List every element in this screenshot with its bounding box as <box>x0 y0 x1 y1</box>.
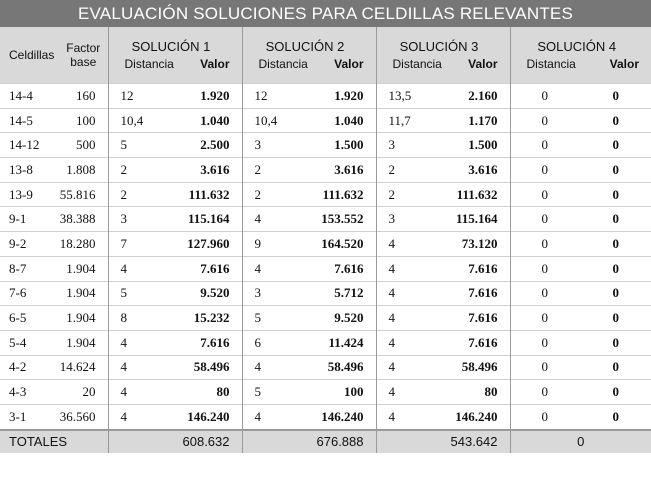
sol1-valor-cell: 3.616 <box>175 158 242 183</box>
sol1-valor-cell: 146.240 <box>175 404 242 429</box>
sol4-valor-cell: 0 <box>579 158 651 183</box>
sol2-valor-cell: 58.496 <box>309 355 376 380</box>
sol1-distancia-cell: 2 <box>108 158 175 183</box>
col-header-solucion-1 <box>109 27 242 83</box>
table-row <box>0 158 651 183</box>
sol1-valor-cell: 115.164 <box>175 207 242 232</box>
factor-base-cell: 38.388 <box>59 207 108 232</box>
celdilla-cell: 7-6 <box>0 281 59 306</box>
sol3-valor-cell: 1.500 <box>443 133 510 158</box>
sol2-valor-cell: 111.632 <box>309 182 376 207</box>
solution-title: SOLUCIÓN 3 <box>399 39 479 54</box>
sol1-distancia-cell: 5 <box>108 133 175 158</box>
totals-row <box>0 430 651 453</box>
distancia-label: Distancia <box>258 57 308 71</box>
valor-label: Valor <box>200 57 230 71</box>
sol1-valor-cell: 7.616 <box>175 330 242 355</box>
sol4-valor-cell: 0 <box>579 256 651 281</box>
sol3-distancia-cell: 4 <box>376 232 443 257</box>
sol1-distancia-cell: 4 <box>108 330 175 355</box>
sol1-distancia-cell: 10,4 <box>108 108 175 133</box>
sol3-distancia-cell: 4 <box>376 380 443 405</box>
sol2-valor-cell: 3.616 <box>309 158 376 183</box>
sol1-distancia-cell: 4 <box>108 355 175 380</box>
sol1-valor-cell: 111.632 <box>175 182 242 207</box>
sol3-distancia-cell: 4 <box>376 306 443 331</box>
valor-label: Valor <box>468 57 498 71</box>
sol2-distancia-cell: 3 <box>242 133 309 158</box>
sol1-distancia-cell: 4 <box>108 256 175 281</box>
sol4-valor-cell: 0 <box>579 133 651 158</box>
sol3-distancia-cell: 2 <box>376 182 443 207</box>
sol3-distancia-cell: 4 <box>376 355 443 380</box>
sol2-valor-cell: 153.552 <box>309 207 376 232</box>
sol3-distancia-cell: 11,7 <box>376 108 443 133</box>
celdilla-cell: 8-7 <box>0 256 59 281</box>
celdilla-cell: 14-4 <box>0 84 59 109</box>
sol4-valor-cell: 0 <box>579 404 651 429</box>
table-row <box>0 232 651 257</box>
table-row <box>0 84 651 109</box>
sol2-valor-cell: 164.520 <box>309 232 376 257</box>
sol4-distancia-cell: 0 <box>510 330 579 355</box>
factor-base-cell: 18.280 <box>59 232 108 257</box>
celdilla-cell: 13-8 <box>0 158 59 183</box>
solution-title: SOLUCIÓN 2 <box>265 39 345 54</box>
distancia-label: Distancia <box>526 57 576 71</box>
sol1-valor-cell: 9.520 <box>175 281 242 306</box>
sol2-valor-cell: 9.520 <box>309 306 376 331</box>
sol4-distancia-cell: 0 <box>510 133 579 158</box>
sol3-distancia-cell: 4 <box>376 330 443 355</box>
sol3-valor-cell: 7.616 <box>443 306 510 331</box>
sol4-distancia-cell: 0 <box>510 158 579 183</box>
sol4-distancia-cell: 0 <box>510 84 579 109</box>
sol3-valor-cell: 115.164 <box>443 207 510 232</box>
valor-label: Valor <box>334 57 364 71</box>
sol2-distancia-cell: 4 <box>242 355 309 380</box>
celdilla-cell: 4-2 <box>0 355 59 380</box>
sol4-valor-cell: 0 <box>579 232 651 257</box>
distancia-label: Distancia <box>124 57 174 71</box>
sol3-distancia-cell: 4 <box>376 404 443 429</box>
sol3-distancia-cell: 3 <box>376 207 443 232</box>
col-header-celdillas: Celdillas <box>9 48 55 62</box>
factor-base-cell: 500 <box>59 133 108 158</box>
celdilla-cell: 6-5 <box>0 306 59 331</box>
sol3-distancia-cell: 2 <box>376 158 443 183</box>
table-row <box>0 380 651 405</box>
sol4-distancia-cell: 0 <box>510 404 579 429</box>
sol2-distancia-cell: 12 <box>242 84 309 109</box>
sol1-valor-cell: 127.960 <box>175 232 242 257</box>
sol2-distancia-cell: 4 <box>242 404 309 429</box>
col-header-solucion-2 <box>243 27 376 83</box>
factor-base-cell: 1.904 <box>59 330 108 355</box>
factor-base-cell: 1.904 <box>59 281 108 306</box>
factor-base-cell: 1.808 <box>59 158 108 183</box>
total-solucion-3: 543.642 <box>376 430 510 453</box>
sol1-valor-cell: 1.040 <box>175 108 242 133</box>
sol4-valor-cell: 0 <box>579 330 651 355</box>
table-row <box>0 330 651 355</box>
sol2-valor-cell: 1.920 <box>309 84 376 109</box>
sol1-valor-cell: 80 <box>175 380 242 405</box>
sol4-distancia-cell: 0 <box>510 182 579 207</box>
sol3-valor-cell: 73.120 <box>443 232 510 257</box>
table-row <box>0 355 651 380</box>
sol2-distancia-cell: 2 <box>242 182 309 207</box>
factor-base-cell: 160 <box>59 84 108 109</box>
sol4-valor-cell: 0 <box>579 306 651 331</box>
celdilla-cell: 14-12 <box>0 133 59 158</box>
sol2-valor-cell: 11.424 <box>309 330 376 355</box>
sol1-distancia-cell: 3 <box>108 207 175 232</box>
sol1-distancia-cell: 5 <box>108 281 175 306</box>
sol1-valor-cell: 58.496 <box>175 355 242 380</box>
table-row <box>0 207 651 232</box>
sol3-valor-cell: 111.632 <box>443 182 510 207</box>
factor-base-cell: 1.904 <box>59 306 108 331</box>
table-row <box>0 256 651 281</box>
factor-base-cell: 100 <box>59 108 108 133</box>
table-title: EVALUACIÓN SOLUCIONES PARA CELDILLAS RELEVANTES <box>0 0 651 27</box>
sol1-valor-cell: 15.232 <box>175 306 242 331</box>
factor-base-cell: 36.560 <box>59 404 108 429</box>
sol4-distancia-cell: 0 <box>510 256 579 281</box>
sol4-valor-cell: 0 <box>579 355 651 380</box>
sol1-distancia-cell: 2 <box>108 182 175 207</box>
sol3-valor-cell: 7.616 <box>443 281 510 306</box>
sol4-distancia-cell: 0 <box>510 207 579 232</box>
sol3-valor-cell: 58.496 <box>443 355 510 380</box>
sol4-distancia-cell: 0 <box>510 232 579 257</box>
sol4-valor-cell: 0 <box>579 84 651 109</box>
sol4-distancia-cell: 0 <box>510 380 579 405</box>
col-header-factor-base <box>59 27 108 83</box>
total-solucion-4: 0 <box>510 430 651 453</box>
sol4-valor-cell: 0 <box>579 108 651 133</box>
table-row <box>0 182 651 207</box>
factor-base-line2: base <box>70 55 97 69</box>
solution-title: SOLUCIÓN 1 <box>131 39 211 54</box>
sol3-valor-cell: 2.160 <box>443 84 510 109</box>
table-row <box>0 108 651 133</box>
distancia-label: Distancia <box>392 57 442 71</box>
valor-label: Valor <box>609 57 639 71</box>
sol2-valor-cell: 1.040 <box>309 108 376 133</box>
sol1-valor-cell: 1.920 <box>175 84 242 109</box>
sol4-distancia-cell: 0 <box>510 306 579 331</box>
celdilla-cell: 9-2 <box>0 232 59 257</box>
sol3-valor-cell: 3.616 <box>443 158 510 183</box>
sol2-distancia-cell: 4 <box>242 207 309 232</box>
col-header-solucion-3 <box>377 27 510 83</box>
celdilla-cell: 4-3 <box>0 380 59 405</box>
sol3-distancia-cell: 13,5 <box>376 84 443 109</box>
col-header-solucion-4 <box>511 27 651 83</box>
sol2-distancia-cell: 10,4 <box>242 108 309 133</box>
totals-label: TOTALES <box>0 430 108 453</box>
solution-title: SOLUCIÓN 4 <box>537 39 617 54</box>
sol4-valor-cell: 0 <box>579 182 651 207</box>
sol2-distancia-cell: 5 <box>242 380 309 405</box>
sol4-valor-cell: 0 <box>579 380 651 405</box>
table-row <box>0 133 651 158</box>
sol2-distancia-cell: 4 <box>242 256 309 281</box>
header-row <box>0 27 651 84</box>
sol2-distancia-cell: 2 <box>242 158 309 183</box>
sol3-distancia-cell: 4 <box>376 281 443 306</box>
factor-base-cell: 1.904 <box>59 256 108 281</box>
celdilla-cell: 9-1 <box>0 207 59 232</box>
sol1-distancia-cell: 4 <box>108 380 175 405</box>
sol1-distancia-cell: 12 <box>108 84 175 109</box>
sol2-valor-cell: 7.616 <box>309 256 376 281</box>
sol1-valor-cell: 2.500 <box>175 133 242 158</box>
sol3-valor-cell: 7.616 <box>443 330 510 355</box>
sol4-distancia-cell: 0 <box>510 281 579 306</box>
sol2-valor-cell: 100 <box>309 380 376 405</box>
factor-base-cell: 14.624 <box>59 355 108 380</box>
sol3-distancia-cell: 3 <box>376 133 443 158</box>
celdilla-cell: 14-5 <box>0 108 59 133</box>
table-row <box>0 281 651 306</box>
sol4-distancia-cell: 0 <box>510 355 579 380</box>
factor-base-line1: Factor <box>66 41 101 55</box>
sol4-distancia-cell: 0 <box>510 108 579 133</box>
sol3-valor-cell: 146.240 <box>443 404 510 429</box>
sol3-valor-cell: 80 <box>443 380 510 405</box>
sol1-distancia-cell: 4 <box>108 404 175 429</box>
sol2-valor-cell: 146.240 <box>309 404 376 429</box>
sol3-distancia-cell: 4 <box>376 256 443 281</box>
factor-base-cell: 55.816 <box>59 182 108 207</box>
sol3-valor-cell: 1.170 <box>443 108 510 133</box>
evaluation-table <box>0 27 651 453</box>
total-solucion-1: 608.632 <box>108 430 242 453</box>
sol2-distancia-cell: 9 <box>242 232 309 257</box>
sol1-distancia-cell: 7 <box>108 232 175 257</box>
celdilla-cell: 3-1 <box>0 404 59 429</box>
sol4-valor-cell: 0 <box>579 281 651 306</box>
sol3-valor-cell: 7.616 <box>443 256 510 281</box>
sol2-valor-cell: 1.500 <box>309 133 376 158</box>
sol1-distancia-cell: 8 <box>108 306 175 331</box>
sol4-valor-cell: 0 <box>579 207 651 232</box>
table-row <box>0 404 651 429</box>
sol2-distancia-cell: 5 <box>242 306 309 331</box>
total-solucion-2: 676.888 <box>242 430 376 453</box>
celdilla-cell: 13-9 <box>0 182 59 207</box>
sol1-valor-cell: 7.616 <box>175 256 242 281</box>
celdilla-cell: 5-4 <box>0 330 59 355</box>
factor-base-cell: 20 <box>59 380 108 405</box>
table-row <box>0 306 651 331</box>
sol2-distancia-cell: 3 <box>242 281 309 306</box>
sol2-valor-cell: 5.712 <box>309 281 376 306</box>
sol2-distancia-cell: 6 <box>242 330 309 355</box>
